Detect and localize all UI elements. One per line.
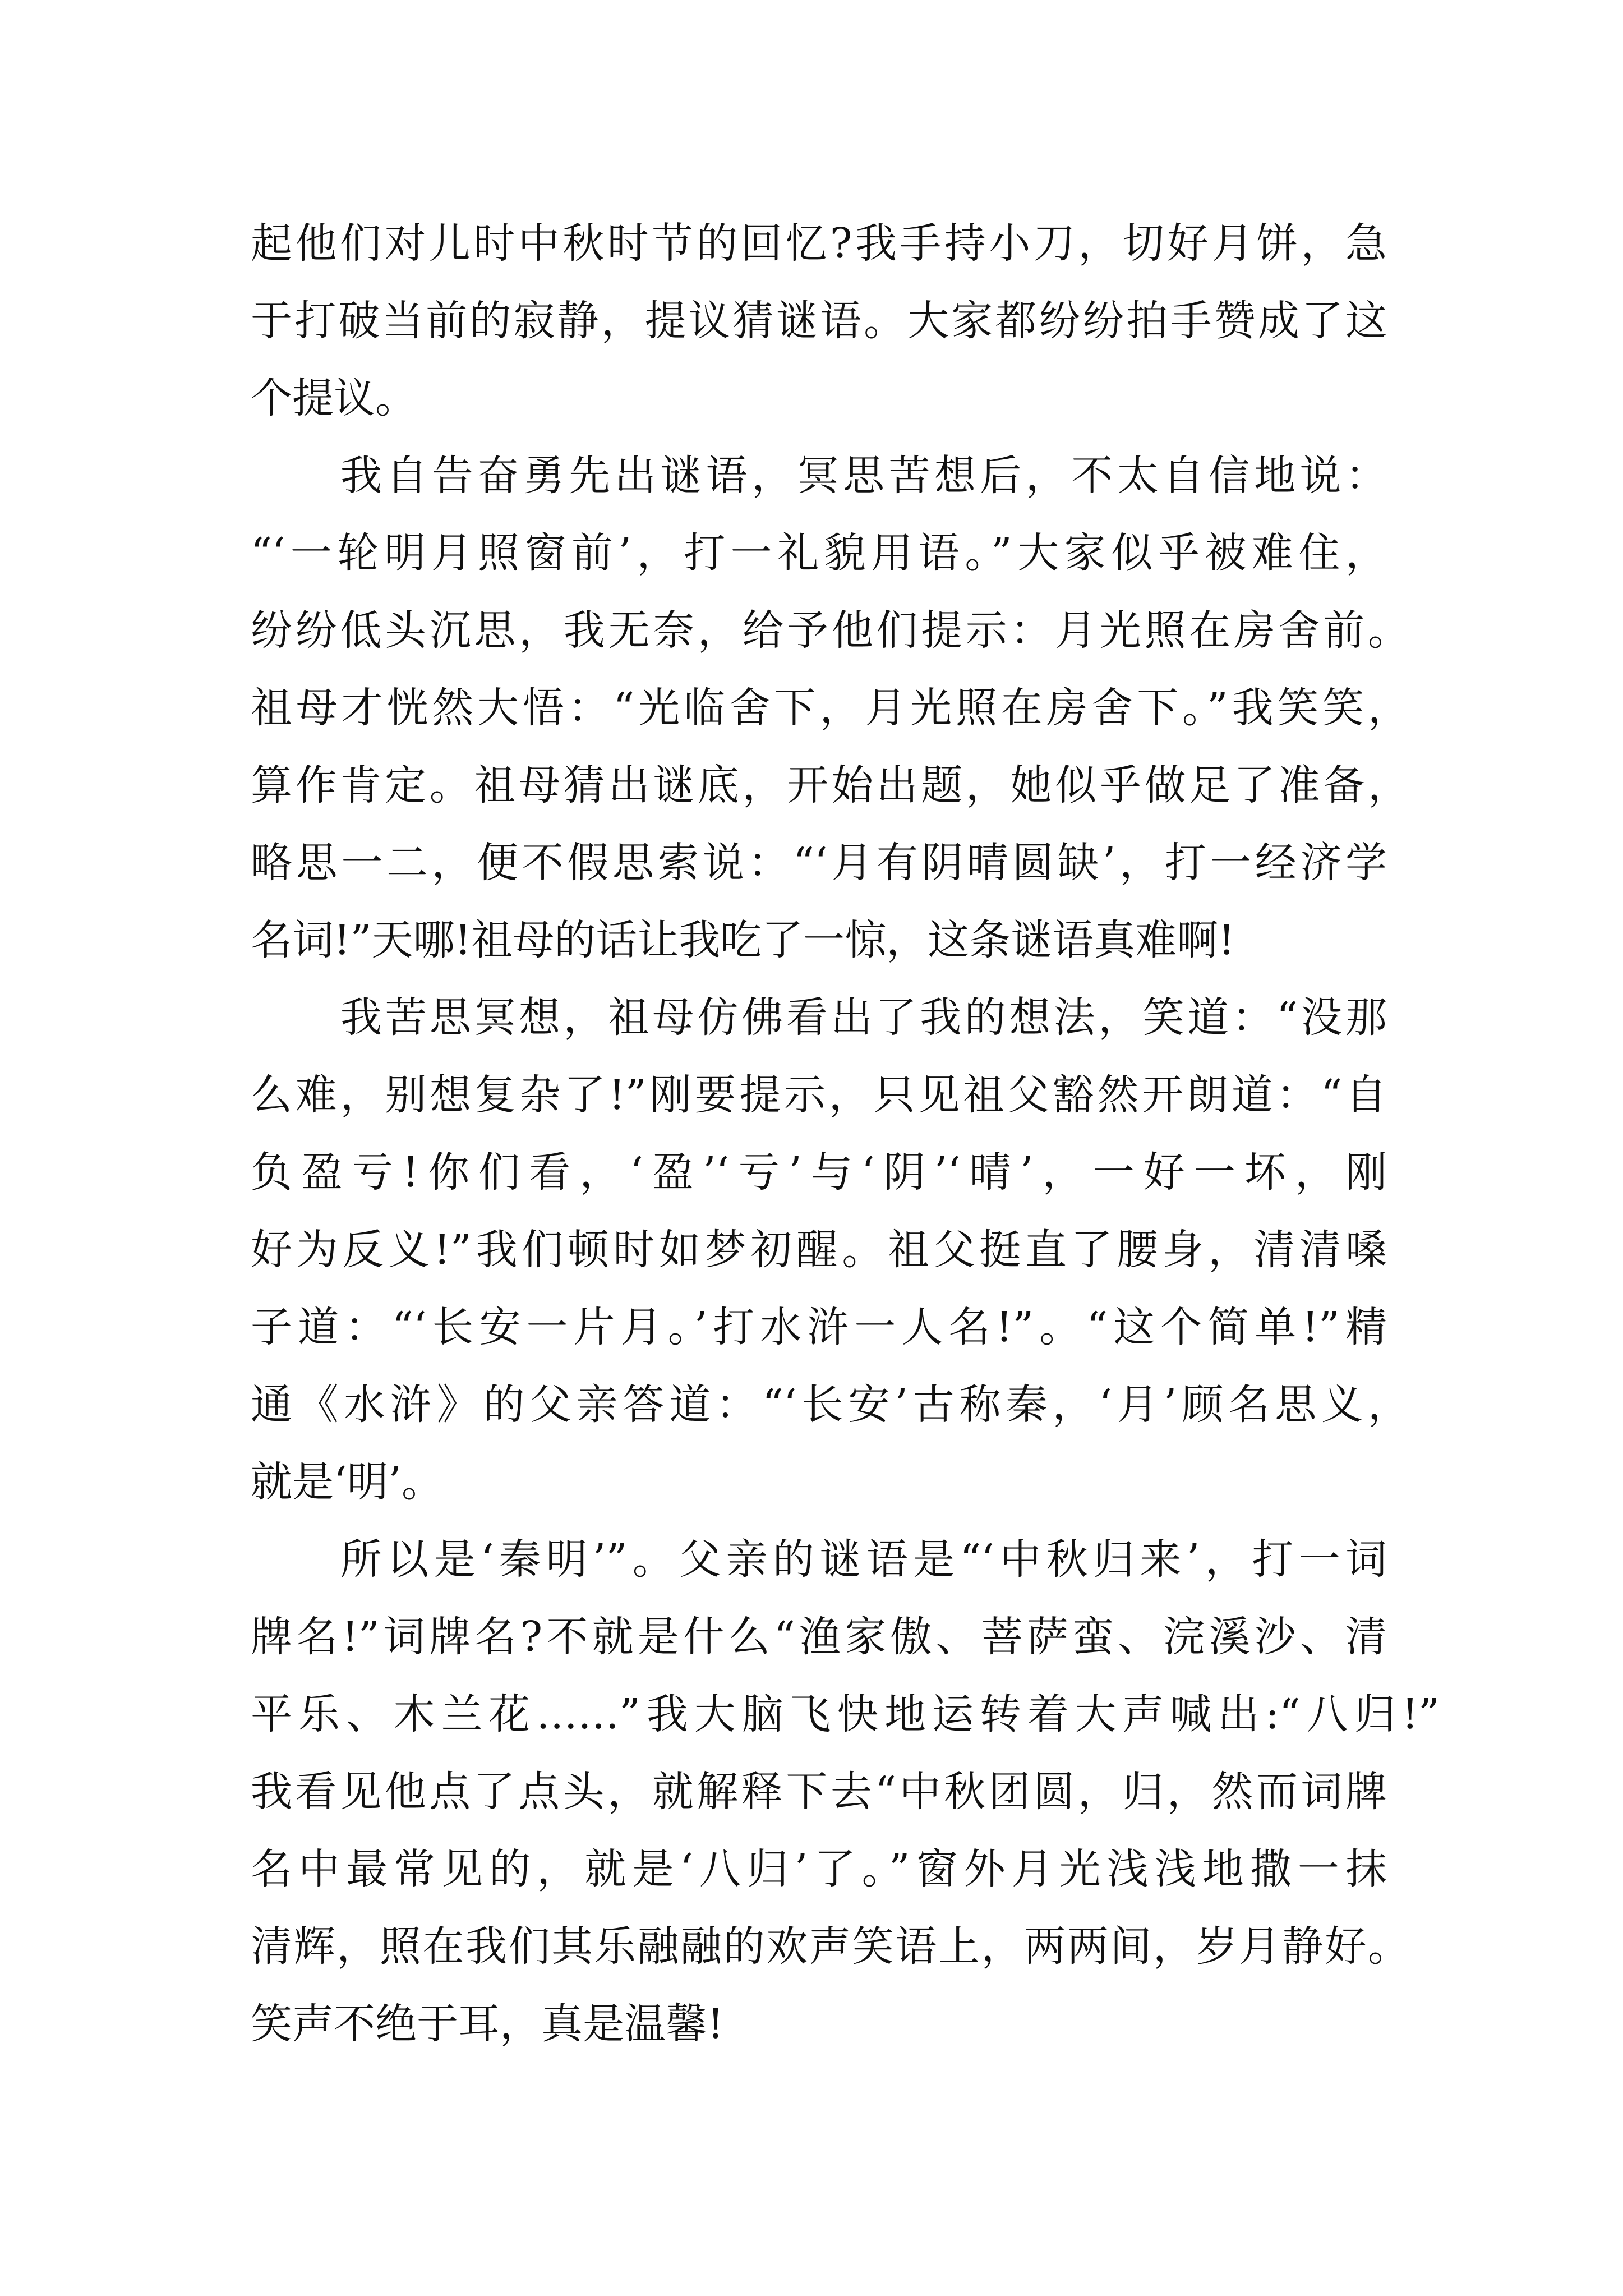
text-line: 个提议。 [251, 374, 417, 422]
text-line: 略思一二，便不假思索说：“‘月有阴晴圆缺’，打一经济学 [251, 839, 1387, 887]
text-line: 名词!”天哪!祖母的话让我吃了一惊，这条谜语真难啊! [251, 916, 1235, 964]
text-line: 好为反义!”我们顿时如梦初醒。祖父挺直了腰身，清清嗓 [251, 1226, 1387, 1274]
text-line: 牌名!”词牌名?不就是什么“渔家傲、菩萨蛮、浣溪沙、清 [251, 1613, 1387, 1661]
text-line: 纷纷低头沉思，我无奈，给予他们提示：月光照在房舍前。 [251, 606, 1409, 655]
text-line: 于打破当前的寂静，提议猜谜语。大家都纷纷拍手赞成了这 [251, 297, 1387, 345]
text-line: 我苦思冥想，祖母仿佛看出了我的想法，笑道：“没那 [340, 993, 1387, 1042]
document-body [251, 205, 1445, 2063]
text-line: 笑声不绝于耳，真是温馨! [251, 2000, 724, 2048]
text-line: 我自告奋勇先出谜语，冥思苦想后，不太自信地说： [340, 452, 1387, 500]
text-line: 平乐、木兰花……”我大脑飞快地运转着大声喊出:“八归!” [251, 1690, 1440, 1738]
text-line: 祖母才恍然大悟：“光临舍下，月光照在房舍下。”我笑笑， [251, 684, 1409, 732]
text-line: 清辉，照在我们其乐融融的欢声笑语上，两两间，岁月静好。 [251, 1922, 1409, 1971]
text-line: 算作肯定。祖母猜出谜底，开始出题，她似乎做足了准备， [251, 761, 1409, 809]
paragraph [251, 437, 1445, 979]
paragraph [251, 205, 1445, 437]
text-line: 就是‘明’。 [251, 1458, 444, 1506]
text-line: 么难，别想复杂了!”刚要提示，只见祖父豁然开朗道：“自 [251, 1071, 1387, 1119]
text-line: 负盈亏!你们看，‘盈’‘亏’与‘阴’‘晴’，一好一坏，刚 [251, 1148, 1387, 1197]
paragraph [251, 1521, 1445, 2063]
text-line: 所以是‘秦明’”。父亲的谜语是“‘中秋归来’，打一词 [340, 1535, 1387, 1584]
text-line: “‘一轮明月照窗前’，打一礼貌用语。”大家似乎被难住， [251, 529, 1387, 577]
text-line: 起他们对儿时中秋时节的回忆?我手持小刀，切好月饼，急 [251, 219, 1387, 268]
text-line: 通《水浒》的父亲答道：“‘长安’古称秦，‘月’顾名思义， [251, 1381, 1409, 1429]
text-line: 名中最常见的，就是‘八归’了。”窗外月光浅浅地撒一抹 [251, 1845, 1387, 1893]
text-line: 我看见他点了点头，就解释下去“中秋团圆，归，然而词牌 [251, 1768, 1387, 1816]
paragraph [251, 979, 1445, 1521]
text-line: 子道：“‘长安一片月。’打水浒一人名!”。“这个简单!”精 [251, 1303, 1387, 1351]
